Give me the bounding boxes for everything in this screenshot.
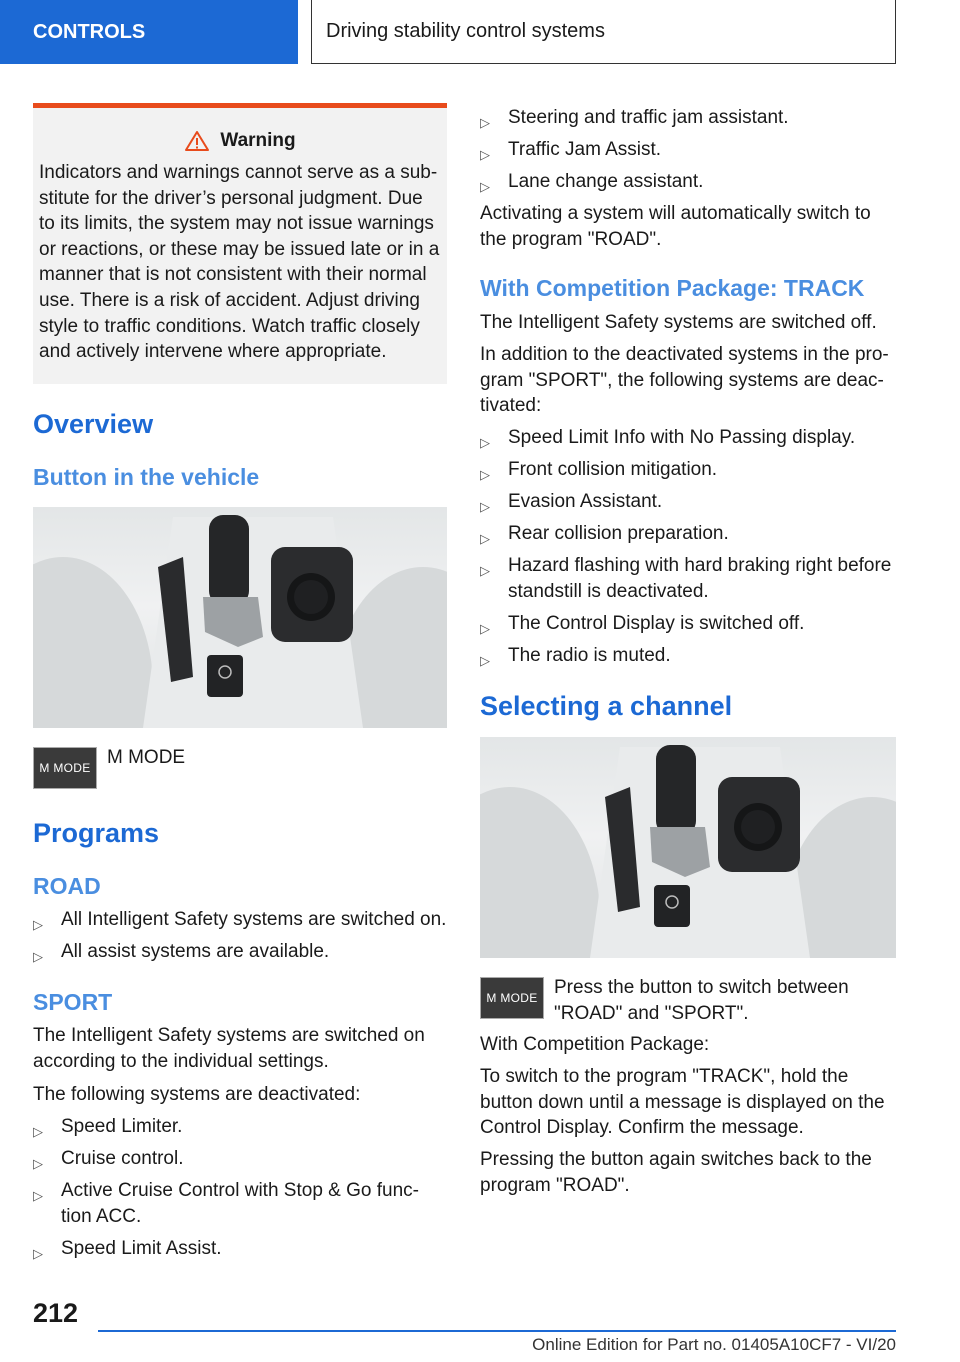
text-line: The Intelligent Safety systems are switched on xyxy=(33,1025,425,1046)
list-item-text: Rear collision preparation. xyxy=(508,523,729,544)
competition-package-label: With Competition Package: xyxy=(480,1034,710,1055)
chapter-title: Driving stability control systems xyxy=(326,20,605,42)
text-line: "ROAD" and "SPORT". xyxy=(554,1002,749,1024)
list-item-text: The radio is muted. xyxy=(508,645,671,666)
list-item xyxy=(480,643,896,674)
bullet-triangle-icon: ▷ xyxy=(480,499,490,514)
selecting-channel-heading: Selecting a channel xyxy=(480,691,733,721)
warning-line: to its limits, the system may not issue warnings xyxy=(39,213,434,235)
list-item xyxy=(33,1146,447,1177)
warning-header xyxy=(39,130,441,152)
warning-text xyxy=(39,160,441,365)
text-line: Control Display. Confirm the message. xyxy=(480,1117,804,1138)
center-console-photo xyxy=(33,507,447,728)
text-line: Active Cruise Control with Stop & Go func- xyxy=(61,1180,419,1201)
track-paragraph-2 xyxy=(480,342,896,419)
bullet-triangle-icon: ▷ xyxy=(480,621,490,636)
road-heading: ROAD xyxy=(33,873,101,899)
list-item xyxy=(480,521,896,552)
list-item-text: All Intelligent Safety systems are switched on. xyxy=(61,909,447,930)
warning-line: use. There is a risk of accident. Adjust driving xyxy=(39,289,420,311)
center-console-illustration xyxy=(480,737,896,958)
text-line: Activating a system will automatically switch to xyxy=(480,203,871,224)
list-item xyxy=(480,611,896,642)
center-console-illustration xyxy=(33,507,447,728)
text-line: To switch to the program "TRACK", hold the xyxy=(480,1066,849,1087)
track-paragraph-1: The Intelligent Safety systems are switched off. xyxy=(480,312,877,333)
text-line: according to the individual settings. xyxy=(33,1050,329,1072)
list-item-text: Evasion Assistant. xyxy=(508,491,663,512)
list-item-text: Traffic Jam Assist. xyxy=(508,139,662,160)
m-mode-button-icon xyxy=(480,977,544,1019)
text-line: Pressing the button again switches back to the xyxy=(480,1149,872,1170)
warning-line: manner that is not consistent with their normal xyxy=(39,264,427,286)
bullet-triangle-icon: ▷ xyxy=(480,115,490,130)
m-mode-caption: M MODE xyxy=(107,747,186,768)
bullet-triangle-icon: ▷ xyxy=(33,1156,43,1171)
list-item-text: Front collision mitigation. xyxy=(508,459,718,480)
sport-heading: SPORT xyxy=(33,989,113,1015)
bullet-triangle-icon: ▷ xyxy=(480,147,490,162)
text-line: standstill is deactivated. xyxy=(508,580,709,602)
overview-heading: Overview xyxy=(33,409,154,439)
list-item xyxy=(480,105,896,136)
list-item-text xyxy=(61,1178,447,1229)
list-item xyxy=(33,907,447,938)
warning-triangle-icon xyxy=(184,130,210,152)
bullet-triangle-icon: ▷ xyxy=(480,653,490,668)
warning-line: or reactions, or these may be issued late or in a xyxy=(39,238,440,260)
warning-line: Indicators and warnings cannot serve as a sub- xyxy=(39,162,438,183)
m-mode-button-label: M MODE xyxy=(39,761,91,775)
bullet-triangle-icon: ▷ xyxy=(480,531,490,546)
bullet-triangle-icon: ▷ xyxy=(33,917,43,932)
m-mode-button-icon xyxy=(33,747,97,789)
section-title: CONTROLS xyxy=(33,20,146,43)
list-item xyxy=(480,425,896,456)
sport-deactivated-intro: The following systems are deactivated: xyxy=(33,1084,361,1105)
list-item-text: Cruise control. xyxy=(61,1148,184,1169)
text-line: Hazard flashing with hard braking right before xyxy=(508,555,892,576)
button-in-vehicle-heading: Button in the vehicle xyxy=(33,464,260,490)
section-tab xyxy=(0,0,298,64)
list-item-text: The Control Display is switched off. xyxy=(508,613,805,634)
text-line: tion ACC. xyxy=(61,1205,142,1227)
sport-paragraph xyxy=(33,1023,447,1074)
text-line: the program "ROAD". xyxy=(480,228,662,250)
footer-divider xyxy=(98,1330,896,1332)
page-number: 212 xyxy=(33,1298,79,1328)
bullet-triangle-icon: ▷ xyxy=(480,435,490,450)
list-item xyxy=(33,1178,447,1229)
list-item-text: Speed Limiter. xyxy=(61,1116,183,1137)
track-heading: With Competition Package: TRACK xyxy=(480,275,865,301)
bullet-triangle-icon: ▷ xyxy=(33,949,43,964)
text-line: tivated: xyxy=(480,395,542,416)
bullet-triangle-icon: ▷ xyxy=(33,1124,43,1139)
list-item-text: Steering and traffic jam assistant. xyxy=(508,107,789,128)
track-instructions xyxy=(480,1064,896,1141)
chapter-header xyxy=(311,0,896,64)
bullet-triangle-icon: ▷ xyxy=(480,179,490,194)
list-item-text: Speed Limit Assist. xyxy=(61,1238,222,1259)
list-item-text: All assist systems are available. xyxy=(61,941,330,962)
list-item xyxy=(480,169,896,200)
list-item xyxy=(33,1236,447,1267)
text-line: Press the button to switch between xyxy=(554,977,849,998)
list-item-text xyxy=(508,553,896,604)
warning-line: and actively intervene where appropriate. xyxy=(39,341,387,363)
sport-activation-note xyxy=(480,201,896,252)
text-line: button down until a message is displayed on the xyxy=(480,1091,885,1113)
text-line: gram "SPORT", the following systems are deac- xyxy=(480,369,884,391)
warning-line: stitute for the driver’s personal judgment. Due xyxy=(39,187,423,209)
bullet-triangle-icon: ▷ xyxy=(33,1246,43,1261)
list-item-text: Lane change assistant. xyxy=(508,171,704,192)
bullet-triangle-icon: ▷ xyxy=(33,1188,43,1203)
list-item xyxy=(480,489,896,520)
list-item xyxy=(480,553,896,604)
warning-title: Warning xyxy=(220,130,296,151)
warning-box xyxy=(33,103,447,384)
list-item xyxy=(33,939,447,970)
programs-heading: Programs xyxy=(33,818,160,848)
m-mode-button-label: M MODE xyxy=(486,991,538,1005)
list-item xyxy=(33,1114,447,1145)
m-mode-caption xyxy=(554,975,896,1026)
list-item xyxy=(480,137,896,168)
warning-line: style to traffic conditions. Watch traffic closely xyxy=(39,315,420,337)
switch-back-note xyxy=(480,1147,896,1198)
footer-edition: Online Edition for Part no. 01405A10CF7 - VI/20 xyxy=(532,1335,896,1354)
bullet-triangle-icon: ▷ xyxy=(480,467,490,482)
text-line: In addition to the deactivated systems in the pro- xyxy=(480,344,889,365)
list-item xyxy=(480,457,896,488)
list-item-text: Speed Limit Info with No Passing display. xyxy=(508,427,856,448)
center-console-photo xyxy=(480,737,896,958)
text-line: program "ROAD". xyxy=(480,1174,630,1196)
bullet-triangle-icon: ▷ xyxy=(480,563,490,578)
